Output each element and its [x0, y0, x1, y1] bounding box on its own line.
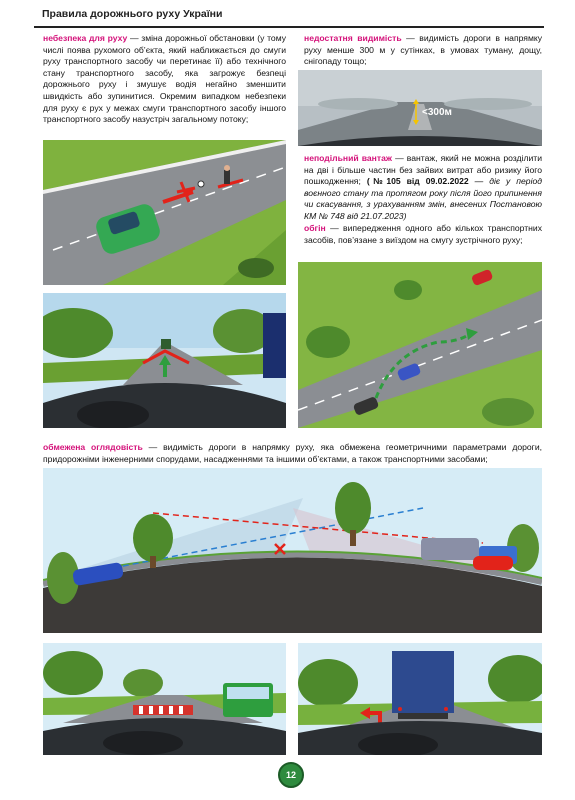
page-number-badge: 12: [278, 762, 304, 788]
term-limited-visibility: обмежена оглядовість: [43, 442, 143, 452]
fog-distance-label: <300м: [422, 107, 452, 118]
danger-road-illustration: [43, 140, 286, 285]
cargo-note: — діє у період воєнного стану та протягом року після його припинення чи скасування, з урахуванням змін, внесених Постановою КМ № 748 від 21.07.2023): [304, 176, 543, 221]
crosswalk-bus-illustration: [43, 643, 286, 755]
truck-ahead-illustration: [298, 643, 542, 755]
definition-cargo-text: — вантаж, який не можна розділити на дві і більше частин без зайвих витрат або ризику його пошкодження;: [304, 153, 543, 187]
definition-visibility-text: — видимість дороги в напрямку руху менше 300 м у сутінках, в умовах туману, дощу, снігопаду тощо;: [304, 33, 543, 67]
definition-danger: [43, 33, 286, 126]
definition-overtaking-text: — випередження одного або кількох транспортних засобів, пов’язане з виїздом на смугу зустрічного руху;: [304, 223, 542, 245]
definition-cargo: [304, 153, 542, 223]
term-danger: небезпека для руху: [43, 33, 128, 43]
definition-visibility: [304, 33, 542, 68]
header-title: Правила дорожнього руху України: [42, 8, 223, 20]
definition-limited-visibility: [43, 442, 542, 465]
page-header: [34, 6, 544, 28]
fog-illustration: [298, 70, 542, 146]
definition-limited-visibility-text: — видимість дороги в напрямку руху, яка обмежена геометричними параметрами дороги, придорожніми інженерними спорудами, насадженнями та іншими об’єктами, а також транспортними засобами;: [43, 442, 543, 464]
definition-overtaking: [304, 223, 542, 246]
cargo-reference: (№105 від 09.02.2022: [366, 176, 469, 187]
term-visibility: недостатня видимість: [304, 33, 402, 43]
term-overtaking: обгін: [304, 223, 326, 233]
hill-sightline-illustration: [43, 468, 542, 633]
term-cargo: неподільний вантаж: [304, 153, 392, 163]
overtaking-illustration: [298, 262, 542, 428]
driver-view-illustration: [43, 293, 286, 428]
definition-danger-text: — зміна дорожньої обстановки (у тому числі поява рухомого об’єкта, який наближається до смуги руху транспортного засобу чи перетинає її) або технічного стану транспортного засобу, яка загрожує безпеці дорожнього руху і змушує водія негайно зменшити швидкість або зупинитися. Окремим випадком небезпеки для руху є рух у межах смуги транспортного засобу іншого транспортного засобу назустріч загальному потоку;: [43, 33, 286, 125]
